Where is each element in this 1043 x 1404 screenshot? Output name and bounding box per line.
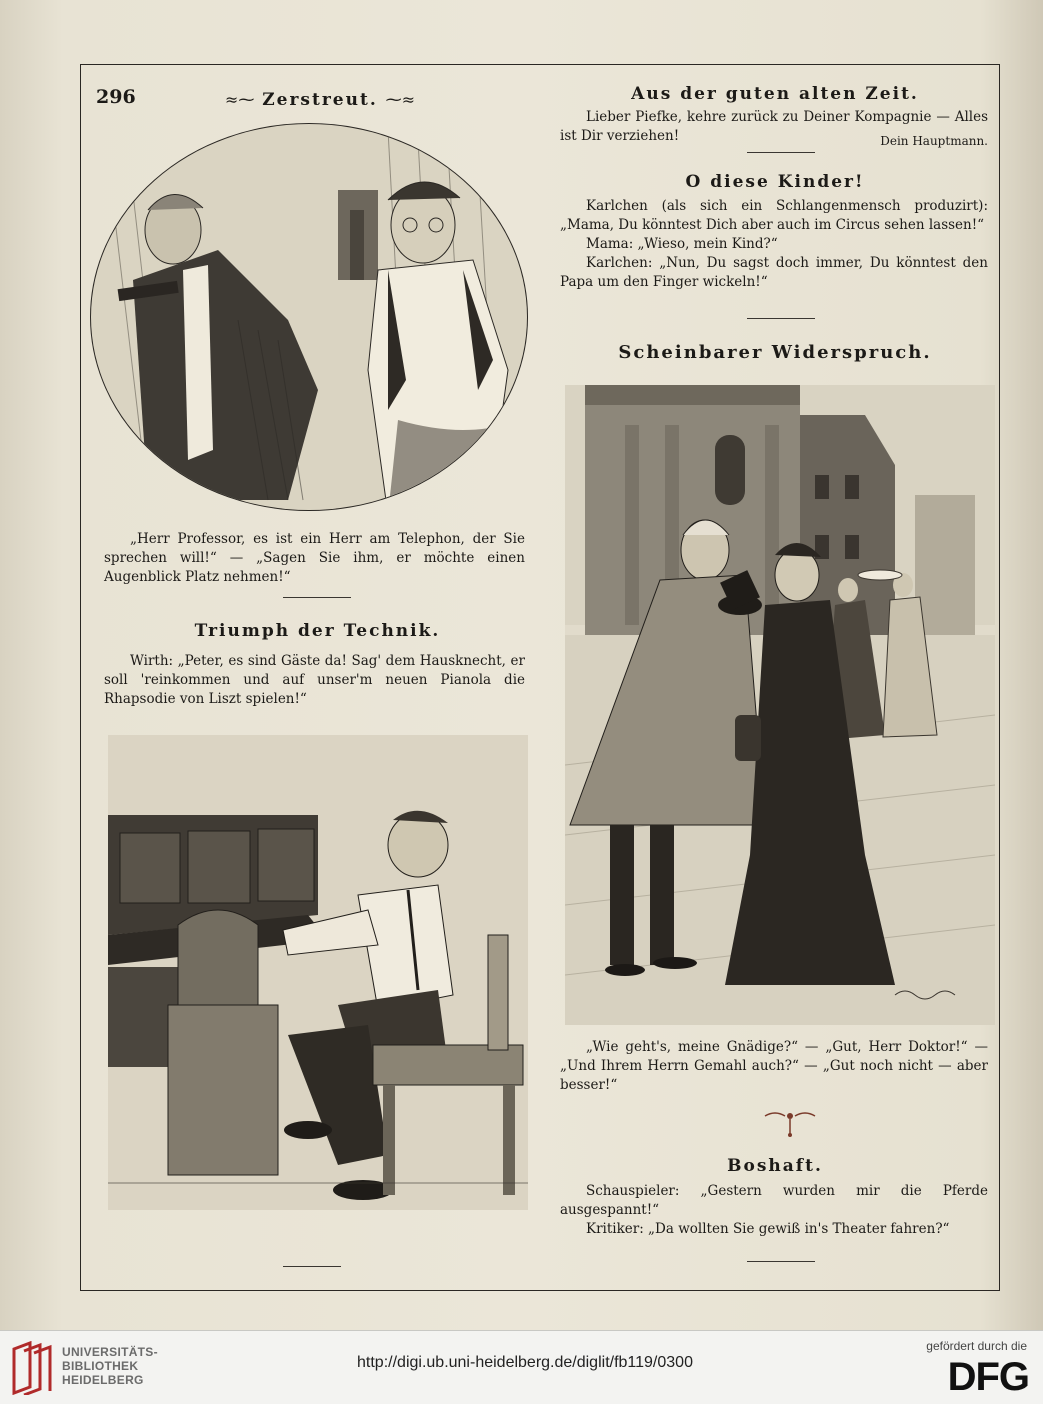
divider — [747, 152, 815, 153]
footer-bar — [0, 1330, 1043, 1404]
flourish-left-icon: ≈⁓ — [224, 90, 255, 109]
permalink-url[interactable]: http://digi.ub.uni-heidelberg.de/diglit/fb119/0300 — [357, 1354, 693, 1371]
illustration-street-scene — [565, 385, 995, 1025]
illustration-pianola — [108, 735, 528, 1210]
flourish-right-icon: ⁓≈ — [385, 90, 416, 109]
heading-triumph: Triumph der Technik. — [194, 621, 441, 641]
professor-sketch — [88, 120, 530, 515]
heading-zerstreut: ≈⁓ Zerstreut. ⁓≈ — [224, 90, 416, 110]
divider — [747, 1261, 815, 1262]
text-boshaft: Schauspieler: „Gestern wurden mir die Pferde ausgespannt!“ Kritiker: „Da wollten Sie gewiß in's Theater fahren?“ — [560, 1183, 988, 1237]
text-triumph: Wirth: „Peter, es sind Gäste da! Sag' dem Hausknecht, er soll 'reinkommen und auf unser'm neuen Pianola die Rhapsodie von Liszt spielen!“ — [104, 653, 525, 707]
heading-boshaft: Boshaft. — [727, 1156, 823, 1176]
divider — [283, 597, 351, 598]
university-library-logo-icon — [10, 1341, 56, 1395]
text-o-diese-kinder: Karlchen (als sich ein Schlangenmensch produzirt): „Mama, Du könntest Dich aber auch im Circus sehen lassen!“ Mama: „Wieso, mein Kind?“ Karlchen: „Nun, Du sagst doch immer, Du könntest den Papa um den Finger wickeln!“ — [560, 198, 988, 290]
dfg-logo: DFG — [947, 1355, 1029, 1399]
heading-scheinbarer-widerspruch: Scheinbarer Widerspruch. — [618, 342, 932, 363]
divider — [747, 318, 815, 319]
caption-scheinbarer-widerspruch: „Wie geht's, meine Gnädige?“ — „Gut, Herr Doktor!“ — „Und Ihrem Herrn Gemahl auch?“ — „Gut noch nicht — aber besser!“ — [560, 1039, 988, 1093]
page-number: 296 — [96, 86, 136, 108]
divider — [283, 1266, 341, 1267]
ornament-icon — [760, 1108, 820, 1138]
illustration-professor — [88, 120, 530, 515]
heading-aus-der-guten-alten-zeit: Aus der guten alten Zeit. — [631, 84, 919, 104]
pianola-sketch — [108, 735, 528, 1210]
heading-o-diese-kinder: O diese Kinder! — [685, 172, 865, 192]
text-aus-der-guten-alten-zeit: Lieber Piefke, kehre zurück zu Deiner Kompagnie — Alles ist Dir verziehen! — [560, 109, 988, 144]
signature-hauptmann: Dein Hauptmann. — [880, 134, 988, 148]
library-name: UNIVERSITÄTS- BIBLIOTHEK HEIDELBERG — [62, 1345, 158, 1387]
caption-zerstreut: „Herr Professor, es ist ein Herr am Telephon, der Sie sprechen will!“ — „Sagen Sie ihm, er möchte einen Augenblick Platz nehmen!“ — [104, 531, 525, 585]
funding-note: gefördert durch die — [926, 1339, 1027, 1353]
street-scene-sketch — [565, 385, 995, 1025]
